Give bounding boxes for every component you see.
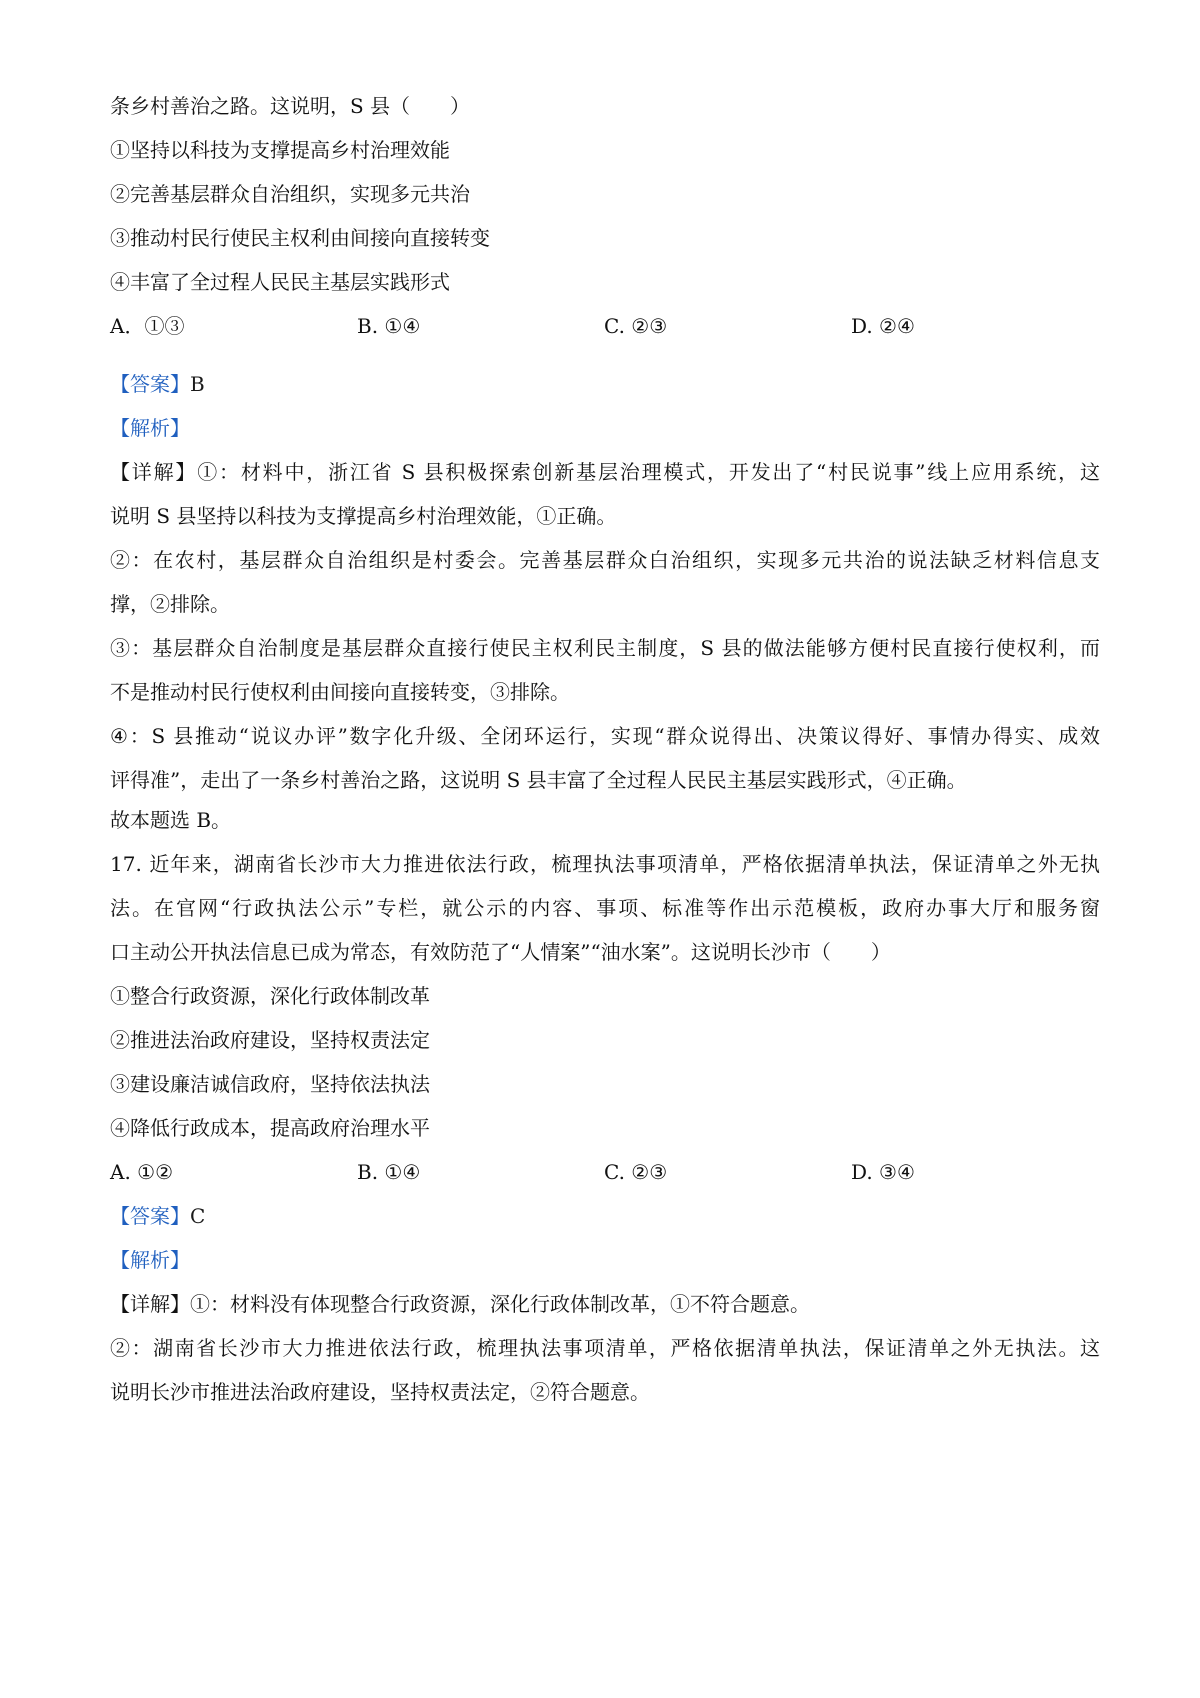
q16-stem-tail: 条乡村善治之路。这说明，S 县（ ） — [110, 94, 471, 118]
q16-detail-line-5: ③：基层群众自治制度是基层群众直接行使民主权利民主制度，S 县的做法能够方便村民直接行使权利，而 — [110, 636, 1100, 660]
q17-statement-4: ④降低行政成本，提高政府治理水平 — [110, 1116, 430, 1140]
q17-stem-line-3: 口主动公开执法信息已成为常态，有效防范了“人情案”“油水案”。这说明长沙市（ ） — [110, 940, 891, 964]
q17-option-d: D. ③④ — [851, 1160, 915, 1184]
q17-detail-line-1: 【详解】①：材料没有体现整合行政资源，深化行政体制改革，①不符合题意。 — [110, 1292, 810, 1316]
q17-option-b: B. ①④ — [357, 1160, 421, 1184]
q16-detail-line-6: 不是推动村民行使权利由间接向直接转变，③排除。 — [110, 680, 570, 704]
q16-option-b: B. ①④ — [357, 314, 421, 338]
q17-stem-line-1: 17. 近年来，湖南省长沙市大力推进依法行政，梳理执法事项清单，严格依据清单执法，保证清单之外无执 — [110, 852, 1100, 876]
q16-detail-line-7: ④：S 县推动“说议办评”数字化升级、全闭环运行，实现“群众说得出、决策议得好、事情办得实、成效 — [110, 724, 1100, 748]
q16-statement-3: ③推动村民行使民主权利由间接向直接转变 — [110, 226, 490, 250]
q16-option-d: D. ②④ — [851, 314, 915, 338]
q16-analysis-tag: 【解析】 — [110, 416, 190, 440]
q16-options — [110, 312, 1100, 340]
q16-statement-4: ④丰富了全过程人民民主基层实践形式 — [110, 270, 450, 294]
q17-statement-3: ③建设廉洁诚信政府，坚持依法执法 — [110, 1072, 430, 1096]
q16-detail-line-8: 评得准”，走出了一条乡村善治之路，这说明 S 县丰富了全过程人民民主基层实践形式，④正确。 — [110, 768, 967, 792]
answer-value: C — [190, 1204, 206, 1228]
q16-statement-2: ②完善基层群众自治组织，实现多元共治 — [110, 182, 470, 206]
q17-statement-2: ②推进法治政府建设，坚持权责法定 — [110, 1028, 430, 1052]
q17-detail-line-3: 说明长沙市推进法治政府建设，坚持权责法定，②符合题意。 — [110, 1380, 650, 1404]
answer-tag: 【答案】 — [110, 372, 190, 396]
q16-detail-line-2: 说明 S 县坚持以科技为支撑提高乡村治理效能，①正确。 — [110, 504, 617, 528]
q17-stem-line-2: 法。在官网“行政执法公示”专栏，就公示的内容、事项、标准等作出示范模板，政府办事大厅和服务窗 — [110, 896, 1100, 920]
q16-detail-line-1: 【详解】①：材料中，浙江省 S 县积极探索创新基层治理模式，开发出了“村民说事”线上应用系统，这 — [110, 460, 1100, 484]
q17-analysis-tag: 【解析】 — [110, 1248, 190, 1272]
q16-detail-line-4: 撑，②排除。 — [110, 592, 230, 616]
q17-statement-1: ①整合行政资源，深化行政体制改革 — [110, 984, 430, 1008]
q17-options — [110, 1158, 1100, 1186]
q16-answer — [110, 370, 205, 398]
q16-option-a: A．①③ — [110, 314, 185, 338]
q16-option-c: C. ②③ — [604, 314, 668, 338]
q16-detail-line-3: ②：在农村，基层群众自治组织是村委会。完善基层群众白治组织，实现多元共治的说法缺乏材料信息支 — [110, 548, 1100, 572]
q17-option-c: C. ②③ — [604, 1160, 668, 1184]
q17-answer — [110, 1202, 205, 1230]
answer-value: B — [190, 372, 205, 396]
q16-conclusion: 故本题选 B。 — [110, 808, 232, 832]
answer-tag: 【答案】 — [110, 1204, 190, 1228]
q16-statement-1: ①坚持以科技为支撑提高乡村治理效能 — [110, 138, 450, 162]
q17-option-a: A. ①② — [110, 1160, 174, 1184]
q17-detail-line-2: ②：湖南省长沙市大力推进依法行政，梳理执法事项清单，严格依据清单执法，保证清单之外无执法。这 — [110, 1336, 1100, 1360]
